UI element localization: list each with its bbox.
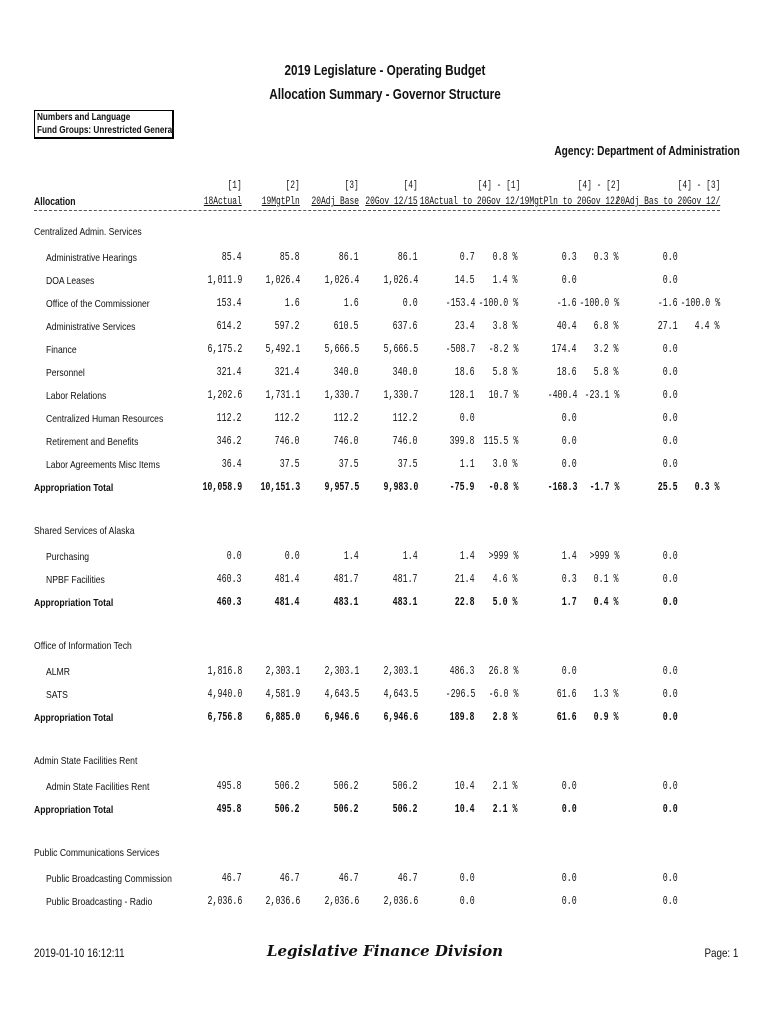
column-header-label: 19MgtPln: [261, 196, 300, 208]
table-row-label: Personnel: [46, 367, 85, 379]
table-row-value: 153.4: [217, 297, 242, 310]
column-header-index: [2]: [285, 180, 300, 192]
table-row-value: 481.7: [393, 573, 418, 586]
appropriation-total-row-value: 483.1: [393, 596, 418, 609]
appropriation-total-row-value: 495.8: [217, 803, 242, 816]
appropriation-total-row-value: 1.7: [562, 596, 577, 609]
table-row-value: 1.4: [460, 550, 475, 563]
table-row-value: -1.6: [658, 297, 678, 310]
table-row-value: 0.0: [403, 297, 418, 310]
appropriation-total-row-value: 6,756.8: [207, 711, 242, 724]
table-row-value: 0.0: [562, 412, 577, 425]
table-row-value: 10.7 %: [488, 389, 518, 402]
header-rule: [34, 210, 720, 211]
table-row-value: 481.4: [275, 573, 300, 586]
table-row-value: 1,816.8: [207, 665, 242, 678]
table-row-value: 2,036.6: [265, 895, 300, 908]
table-row-value: 37.5: [339, 458, 359, 471]
table-row-label: Retirement and Benefits: [46, 436, 139, 448]
table-row-value: 1.4: [344, 550, 359, 563]
table-row-value: 0.0: [285, 550, 300, 563]
appropriation-total-row-value: 506.2: [393, 803, 418, 816]
table-row-value: 4,581.9: [265, 688, 300, 701]
appropriation-total-row-value: 0.0: [663, 803, 678, 816]
table-row-label: Administrative Services: [46, 321, 136, 333]
table-row-value: 2,036.6: [383, 895, 418, 908]
column-header-index: [3]: [344, 180, 359, 192]
table-row-value: 61.6: [557, 688, 577, 701]
table-row-value: 2,303.1: [265, 665, 300, 678]
table-row-value: 46.7: [222, 872, 242, 885]
appropriation-total-row-value: 0.4 %: [594, 596, 619, 609]
table-row-label: Finance: [46, 344, 77, 356]
appropriation-total-row-value: 483.1: [334, 596, 359, 609]
table-row-label: Centralized Human Resources: [46, 413, 164, 425]
table-row-value: 1,731.1: [265, 389, 300, 402]
footer-timestamp: 2019-01-10 16:12:11: [34, 946, 125, 960]
table-row-value: 36.4: [222, 458, 242, 471]
appropriation-total-row-value: 10,151.3: [260, 481, 300, 494]
table-row-value: 0.0: [663, 895, 678, 908]
table-row-value: 1.4: [562, 550, 577, 563]
table-row-value: 0.0: [227, 550, 242, 563]
table-row-value: 0.0: [460, 895, 475, 908]
table-row-value: -6.0 %: [488, 688, 518, 701]
column-header-index: [4] - [2]: [577, 180, 620, 192]
table-row-value: 340.0: [334, 366, 359, 379]
table-row-value: 0.3: [562, 573, 577, 586]
table-row-value: 0.0: [663, 458, 678, 471]
table-row-value: 597.2: [275, 320, 300, 333]
table-row-label: SATS: [46, 689, 68, 701]
table-row-value: -400.4: [547, 389, 577, 402]
appropriation-total-row-value: -75.9: [450, 481, 475, 494]
table-row-value: 115.5 %: [483, 435, 518, 448]
allocation-header: Allocation: [34, 196, 76, 208]
table-row-value: 1.6: [344, 297, 359, 310]
table-row-value: 6.8 %: [594, 320, 619, 333]
table-row-value: 0.0: [663, 251, 678, 264]
footer-signature: Legislative Finance Division: [266, 942, 504, 960]
table-row-value: 112.2: [275, 412, 300, 425]
table-row-value: 0.0: [562, 895, 577, 908]
table-row-value: 746.0: [275, 435, 300, 448]
table-row-value: 346.2: [217, 435, 242, 448]
agency-label: Agency: Department of Administration: [554, 143, 740, 158]
appropriation-total-row-value: 6,946.6: [383, 711, 418, 724]
table-row-label: Labor Relations: [46, 390, 107, 402]
section-heading: Shared Services of Alaska: [34, 525, 135, 537]
table-row-value: -296.5: [445, 688, 475, 701]
table-row-value: 112.2: [334, 412, 359, 425]
section-heading: Admin State Facilities Rent: [34, 755, 138, 767]
table-row-value: 0.0: [562, 780, 577, 793]
appropriation-total-row-value: 10.4: [455, 803, 475, 816]
table-row-value: >999 %: [488, 550, 518, 563]
appropriation-total-row-value: 22.8: [455, 596, 475, 609]
column-header-label: 20Adj Base: [311, 196, 359, 208]
appropriation-total-row-value: -0.8 %: [488, 481, 518, 494]
table-row-value: 1,026.4: [265, 274, 300, 287]
table-row-value: 4,643.5: [324, 688, 359, 701]
table-row-value: 0.0: [663, 389, 678, 402]
appropriation-total-row-label: Appropriation Total: [34, 482, 114, 494]
filter-fund-groups: Fund Groups: Unrestricted General: [37, 124, 175, 136]
table-row-value: 460.3: [217, 573, 242, 586]
table-row-value: 46.7: [280, 872, 300, 885]
table-row-value: 2,303.1: [383, 665, 418, 678]
table-row-value: 4,940.0: [207, 688, 242, 701]
table-row-value: 0.0: [663, 780, 678, 793]
table-row-value: 0.3: [562, 251, 577, 264]
column-header-label: 20Adj Bas to 20Gov 12/: [615, 196, 720, 208]
table-row-value: 0.0: [562, 435, 577, 448]
table-row-value: 4,643.5: [383, 688, 418, 701]
column-header-label: 18Actual: [203, 196, 242, 208]
table-row-value: 1,330.7: [324, 389, 359, 402]
table-row-value: 340.0: [393, 366, 418, 379]
table-row-label: Office of the Commissioner: [46, 298, 150, 310]
appropriation-total-row-label: Appropriation Total: [34, 597, 114, 609]
table-row-value: 3.8 %: [493, 320, 518, 333]
table-row-value: 26.8 %: [488, 665, 518, 678]
table-row-value: 0.0: [663, 435, 678, 448]
column-header-label: 19MgtPln to 20Gov 12/: [520, 196, 620, 208]
table-row-value: 5,666.5: [383, 343, 418, 356]
table-row-value: 0.0: [663, 688, 678, 701]
table-row-value: 1.1: [460, 458, 475, 471]
table-row-label: Public Broadcasting Commission: [46, 873, 172, 885]
table-row-value: 0.1 %: [594, 573, 619, 586]
appropriation-total-row-value: 481.4: [275, 596, 300, 609]
appropriation-total-row-value: 2.1 %: [493, 803, 518, 816]
table-row-value: -153.4: [445, 297, 475, 310]
table-row-value: 0.0: [663, 665, 678, 678]
table-row-value: >999 %: [589, 550, 619, 563]
appropriation-total-row-value: 0.3 %: [695, 481, 720, 494]
table-row-value: 0.0: [460, 872, 475, 885]
table-row-value: -100.0 %: [680, 297, 720, 310]
table-row-value: 6,175.2: [207, 343, 242, 356]
column-header-label: 20Gov 12/15: [365, 196, 418, 208]
table-row-value: 0.0: [562, 872, 577, 885]
table-row-value: 1,026.4: [324, 274, 359, 287]
table-row-value: 0.3 %: [594, 251, 619, 264]
report-subtitle: Allocation Summary - Governor Structure: [269, 86, 501, 103]
column-header-label: 18Actual to 20Gov 12/: [420, 196, 520, 208]
table-row-value: 37.5: [280, 458, 300, 471]
appropriation-total-row-value: 0.0: [562, 803, 577, 816]
table-row-value: 4.4 %: [695, 320, 720, 333]
table-row-value: 0.0: [663, 550, 678, 563]
appropriation-total-row-value: -168.3: [547, 481, 577, 494]
table-row-value: 27.1: [658, 320, 678, 333]
table-row-value: -508.7: [445, 343, 475, 356]
appropriation-total-row-value: 9,983.0: [383, 481, 418, 494]
table-row-value: 2,036.6: [207, 895, 242, 908]
table-row-value: 2,303.1: [324, 665, 359, 678]
table-row-value: 86.1: [398, 251, 418, 264]
table-row-label: Admin State Facilities Rent: [46, 781, 150, 793]
section-heading: Public Communications Services: [34, 847, 160, 859]
table-row-value: 2.1 %: [493, 780, 518, 793]
appropriation-total-row-label: Appropriation Total: [34, 712, 114, 724]
table-row-value: 481.7: [334, 573, 359, 586]
table-row-value: 0.7: [460, 251, 475, 264]
table-row-value: 1,202.6: [207, 389, 242, 402]
table-row-value: 112.2: [393, 412, 418, 425]
table-row-value: 46.7: [339, 872, 359, 885]
table-row-value: 0.0: [562, 665, 577, 678]
table-row-value: 506.2: [393, 780, 418, 793]
column-header-index: [4]: [403, 180, 418, 192]
filter-box: [34, 110, 174, 139]
table-row-value: 18.6: [455, 366, 475, 379]
table-row-value: 637.6: [393, 320, 418, 333]
table-row-value: 1,011.9: [207, 274, 242, 287]
table-row-value: 86.1: [339, 251, 359, 264]
table-row-value: 23.4: [455, 320, 475, 333]
table-row-value: 746.0: [334, 435, 359, 448]
appropriation-total-row-value: 25.5: [658, 481, 678, 494]
table-row-value: 128.1: [450, 389, 475, 402]
table-row-value: 614.2: [217, 320, 242, 333]
table-row-label: Labor Agreements Misc Items: [46, 459, 160, 471]
table-row-value: 112.2: [217, 412, 242, 425]
table-row-value: 321.4: [275, 366, 300, 379]
table-row-value: 14.5: [455, 274, 475, 287]
table-row-value: 486.3: [450, 665, 475, 678]
table-row-value: -100.0 %: [579, 297, 619, 310]
table-row-value: 506.2: [334, 780, 359, 793]
table-row-value: 2,036.6: [324, 895, 359, 908]
appropriation-total-row-label: Appropriation Total: [34, 804, 114, 816]
table-row-value: 1,330.7: [383, 389, 418, 402]
table-row-value: 0.0: [663, 274, 678, 287]
table-row-value: 0.0: [663, 366, 678, 379]
table-row-value: 0.0: [663, 412, 678, 425]
table-row-value: 46.7: [398, 872, 418, 885]
table-row-value: 1,026.4: [383, 274, 418, 287]
appropriation-total-row-value: 9,957.5: [324, 481, 359, 494]
table-row-value: 0.8 %: [493, 251, 518, 264]
table-row-label: Public Broadcasting - Radio: [46, 896, 153, 908]
table-row-value: 40.4: [557, 320, 577, 333]
table-row-value: 85.4: [222, 251, 242, 264]
table-row-label: Purchasing: [46, 551, 90, 563]
table-row-value: 1.6: [285, 297, 300, 310]
table-row-value: 21.4: [455, 573, 475, 586]
report-title: 2019 Legislature - Operating Budget: [284, 62, 486, 79]
appropriation-total-row-value: 0.0: [663, 596, 678, 609]
table-row-value: 5.8 %: [493, 366, 518, 379]
table-row-value: 1.3 %: [594, 688, 619, 701]
table-row-value: 321.4: [217, 366, 242, 379]
appropriation-total-row-value: 460.3: [217, 596, 242, 609]
footer-page: Page: 1: [704, 946, 738, 960]
table-row-value: 495.8: [217, 780, 242, 793]
table-row-value: 0.0: [663, 343, 678, 356]
table-row-value: -1.6: [557, 297, 577, 310]
table-row-value: 0.0: [562, 274, 577, 287]
table-row-value: 506.2: [275, 780, 300, 793]
table-row-value: 5,666.5: [324, 343, 359, 356]
table-row-value: -23.1 %: [584, 389, 619, 402]
appropriation-total-row-value: 0.9 %: [594, 711, 619, 724]
appropriation-total-row-value: 189.8: [450, 711, 475, 724]
table-row-value: 0.0: [460, 412, 475, 425]
table-row-value: 174.4: [552, 343, 577, 356]
table-row-value: 85.8: [280, 251, 300, 264]
column-header-index: [4] - [3]: [677, 180, 720, 192]
table-row-value: 10.4: [455, 780, 475, 793]
appropriation-total-row-value: 2.8 %: [493, 711, 518, 724]
table-row-value: 3.0 %: [493, 458, 518, 471]
table-row-value: 4.6 %: [493, 573, 518, 586]
appropriation-total-row-value: 10,058.9: [202, 481, 242, 494]
table-row-value: 1.4: [403, 550, 418, 563]
table-row-value: 18.6: [557, 366, 577, 379]
table-row-value: 5.8 %: [594, 366, 619, 379]
table-row-value: 0.0: [663, 573, 678, 586]
table-row-value: 0.0: [562, 458, 577, 471]
table-row-value: 0.0: [663, 872, 678, 885]
table-row-value: -8.2 %: [488, 343, 518, 356]
appropriation-total-row-value: 6,946.6: [324, 711, 359, 724]
table-row-value: 399.8: [450, 435, 475, 448]
appropriation-total-row-value: 0.0: [663, 711, 678, 724]
table-row-value: 3.2 %: [594, 343, 619, 356]
table-row-value: 610.5: [334, 320, 359, 333]
appropriation-total-row-value: -1.7 %: [589, 481, 619, 494]
appropriation-total-row-value: 5.0 %: [493, 596, 518, 609]
appropriation-total-row-value: 506.2: [275, 803, 300, 816]
table-row-label: ALMR: [46, 666, 70, 678]
section-heading: Office of Information Tech: [34, 640, 132, 652]
filter-numbers-language: Numbers and Language: [37, 111, 131, 123]
table-row-label: DOA Leases: [46, 275, 95, 287]
appropriation-total-row-value: 6,885.0: [265, 711, 300, 724]
table-row-label: Administrative Hearings: [46, 252, 137, 264]
table-row-label: NPBF Facilities: [46, 574, 105, 586]
section-heading: Centralized Admin. Services: [34, 226, 142, 238]
table-row-value: 746.0: [393, 435, 418, 448]
table-row-value: 5,492.1: [265, 343, 300, 356]
appropriation-total-row-value: 61.6: [557, 711, 577, 724]
table-row-value: 1.4 %: [493, 274, 518, 287]
table-row-value: -100.0 %: [478, 297, 518, 310]
appropriation-total-row-value: 506.2: [334, 803, 359, 816]
column-header-index: [1]: [227, 180, 242, 192]
column-header-index: [4] - [1]: [477, 180, 520, 192]
table-row-value: 37.5: [398, 458, 418, 471]
